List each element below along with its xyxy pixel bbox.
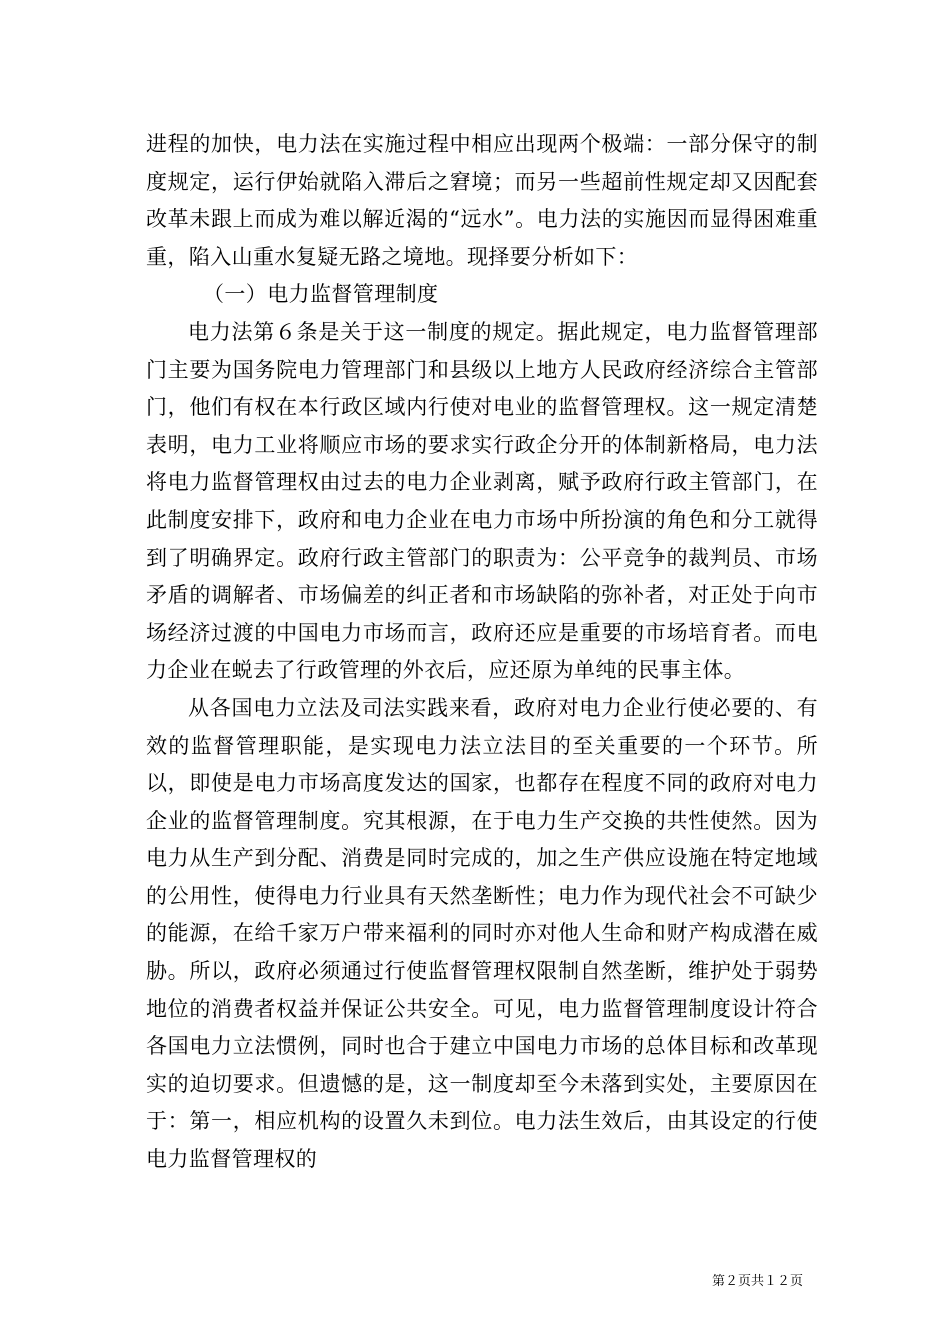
section-heading: （一）电力监督管理制度 [203, 282, 439, 307]
paragraph-article-6: 电力法第６条是关于这一制度的规定。据此规定，电力监督管理部门主要为国务院电力管理部门和县级以上地方人民政府经济综合主管部门，他们有权在本行政区域内行使对电业的监督管理权。这一规定清楚表明，电力工业将顺应市场的要求实行政企分开的体制新格局，电力法将电力监督管理权由过去的电力企业剥离，赋予政府行政主管部门，在此制度安排下，政府和电力企业在电力市场中所扮演的角色和分工就得到了明确界定。政府行政主管部门的职责为：公平竞争的裁判员、市场矛盾的调解者、市场偏差的纠正者和市场缺陷的弥补者，对正处于向市场经济过渡的中国电力市场而言，政府还应是重要的市场培育者。而电力企业在蜕去了行政管理的外衣后，应还原为单纯的民事主体。 [146, 319, 818, 683]
page-number-footer: 第２页共１２页 [712, 1274, 804, 1289]
body-text [146, 126, 818, 1179]
paragraph-legislation-practice: 从各国电力立法及司法实践来看，政府对电力企业行使必要的、有效的监督管理职能，是实现电力法立法目的至关重要的一个环节。所以，即使是电力市场高度发达的国家，也都存在程度不同的政府对电力企业的监督管理制度。究其根源，在于电力生产交换的共性使然。因为电力从生产到分配、消费是同时完成的，加之生产供应设施在特定地域的公用性，使得电力行业具有天然垄断性；电力作为现代社会不可缺少的能源，在给千家万户带来福利的同时亦对他人生命和财产构成潜在威胁。所以，政府必须通过行使监督管理权限制自然垄断，维护处于弱势地位的消费者权益并保证公共安全。可见，电力监督管理制度设计符合各国电力立法惯例，同时也合于建立中国电力市场的总体目标和改革现实的迫切要求。但遗憾的是，这一制度却至今未落到实处，主要原因在于：第一，相应机构的设置久未到位。电力法生效后，由其设定的行使电力监督管理权的 [146, 695, 818, 1172]
paragraph-continuation: 进程的加快，电力法在实施过程中相应出现两个极端：一部分保守的制度规定，运行伊始就陷入滞后之窘境；而另一些超前性规定却又因配套改革未跟上而成为难以解近渴的“远水”。电力法的实施因而显得困难重重，陷入山重水复疑无路之境地。现择要分析如下： [146, 132, 818, 269]
